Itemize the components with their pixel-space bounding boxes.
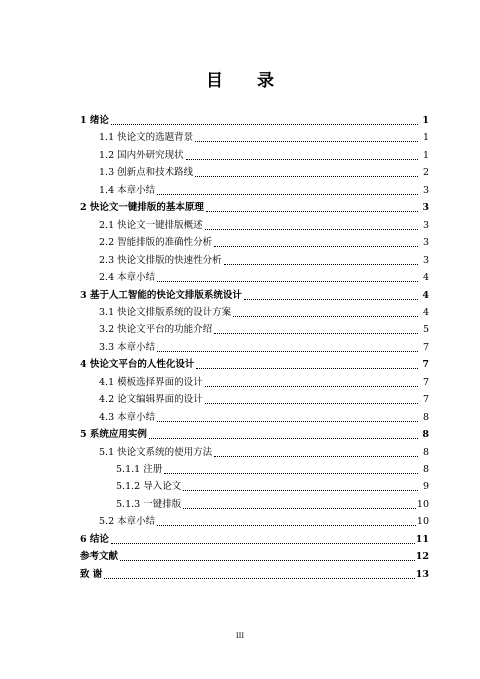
toc-entry: [0, 199, 480, 217]
toc-entry-page: 7: [422, 359, 429, 371]
toc-leader-dots: [157, 350, 418, 352]
toc-entry-label: 致 谢: [80, 568, 103, 580]
toc-entry-page: 3: [422, 202, 429, 214]
toc-leader-dots: [233, 315, 418, 317]
toc-entry-label: 4.3 本章小结: [99, 411, 156, 423]
toc-entry-page: 2: [422, 167, 429, 179]
toc-entry: [0, 321, 480, 339]
toc-entry-label: 2.3 快论文排版的快速性分析: [99, 254, 222, 266]
toc-heading: 目 录: [206, 71, 288, 91]
page-number-footer: III: [235, 632, 245, 640]
toc-entry-label: 2 快论文一键排版的基本原理: [80, 202, 204, 214]
toc-entry-label: 6 结论: [80, 533, 109, 545]
toc-entry-page: 4: [422, 289, 429, 301]
toc-entry-label: 2.1 快论文一键排版概述: [99, 219, 203, 231]
toc-leader-dots: [183, 489, 418, 491]
toc-entry-label: 5.1.3 一键排版: [116, 498, 182, 510]
toc-entry-page: 9: [422, 481, 429, 493]
toc-leader-dots: [164, 472, 418, 474]
toc-entry-page: 3: [422, 254, 429, 266]
toc-entry-page: 8: [422, 429, 429, 441]
toc-entry-label: 2.2 智能排版的准确性分析: [99, 237, 213, 249]
toc-entry: [0, 374, 480, 392]
toc-entry-label: 5.1 快论文系统的使用方法: [99, 446, 213, 458]
toc-entry-label: 5 系统应用实例: [80, 429, 147, 441]
toc-leader-dots: [214, 245, 418, 247]
toc-leader-dots: [206, 210, 418, 212]
toc-entry-label: 参考文献: [80, 551, 119, 563]
toc-leader-dots: [157, 524, 416, 526]
toc-entry: [0, 112, 480, 130]
toc-entry: [0, 478, 480, 496]
toc-entry-page: 3: [422, 237, 429, 249]
toc-entry: [0, 496, 480, 514]
toc-entry: [0, 426, 480, 444]
toc-entry-label: 1.4 本章小结: [99, 184, 156, 196]
toc-entry: [0, 531, 480, 549]
toc-leader-dots: [157, 193, 418, 195]
toc-entry: [0, 566, 480, 584]
toc-leader-dots: [195, 175, 418, 177]
toc-entry-page: 3: [422, 219, 429, 231]
toc-entry-label: 4.1 模板选择界面的设计: [99, 376, 203, 388]
toc-entry-label: 1.1 快论文的选题背景: [99, 132, 194, 144]
toc-entry: [0, 356, 480, 374]
toc-entry-label: 2.4 本章小结: [99, 272, 156, 284]
toc-entry-label: 3.1 快论文排版系统的设计方案: [99, 306, 232, 318]
toc-entry-label: 1.3 创新点和技术路线: [99, 167, 194, 179]
toc-leader-dots: [205, 402, 418, 404]
toc-entry-label: 5.1.1 注册: [116, 464, 163, 475]
toc-entry: [0, 252, 480, 270]
toc-entry-page: 10: [416, 498, 429, 510]
toc-entry: [0, 269, 480, 287]
toc-entry: [0, 548, 480, 566]
toc-entry: [0, 461, 480, 479]
toc-entry-page: 11: [415, 533, 429, 545]
toc-entry-page: 4: [422, 272, 429, 284]
toc-leader-dots: [205, 228, 418, 230]
toc-entry: [0, 182, 480, 200]
toc-entry-label: 3.3 本章小结: [99, 341, 156, 353]
toc-entry: [0, 444, 480, 462]
toc-entry-page: 8: [422, 411, 429, 423]
toc-entry-page: 7: [422, 394, 429, 406]
toc-leader-dots: [149, 437, 418, 439]
toc-leader-dots: [214, 332, 418, 334]
toc-leader-dots: [157, 280, 418, 282]
toc-entry-label: 4 快论文平台的人性化设计: [80, 359, 195, 371]
toc-entry: [0, 234, 480, 252]
toc-leader-dots: [195, 140, 418, 142]
toc-entry: [0, 287, 480, 305]
toc-leader-dots: [104, 577, 414, 579]
toc-entry-label: 1 绪论: [80, 115, 109, 126]
toc-entry-page: 3: [422, 184, 429, 196]
toc-entry: [0, 217, 480, 235]
toc-leader-dots: [196, 367, 418, 369]
toc-leader-dots: [205, 385, 418, 387]
toc-entry-page: 1: [422, 115, 429, 126]
toc-entry-label: 3 基于人工智能的快论文排版系统设计: [80, 289, 242, 301]
toc-entry: [0, 339, 480, 357]
toc-leader-dots: [157, 420, 418, 422]
toc-entry: [0, 513, 480, 531]
toc-entry: [0, 129, 480, 147]
toc-entry-page: 13: [415, 568, 429, 580]
toc-entry-page: 10: [416, 516, 429, 528]
toc-entry-page: 8: [422, 446, 429, 458]
toc-leader-dots: [214, 455, 418, 457]
toc-entry-page: 4: [422, 306, 429, 318]
toc-entry-label: 3.2 快论文平台的功能介绍: [99, 324, 213, 336]
toc-entry: [0, 164, 480, 182]
toc-entry-label: 5.1.2 导入论文: [116, 481, 182, 493]
toc-entry-label: 1.2 国内外研究现状: [99, 149, 184, 161]
toc-entry-page: 5: [422, 324, 429, 336]
toc-leader-dots: [111, 123, 418, 125]
toc-leader-dots: [186, 158, 418, 160]
toc-entry-page: 12: [415, 551, 429, 563]
toc-entry-label: 5.2 本章小结: [99, 516, 156, 528]
toc-entry: [0, 409, 480, 427]
toc-entry-page: 7: [422, 376, 429, 388]
toc-entry: [0, 304, 480, 322]
toc-leader-dots: [183, 507, 416, 509]
toc-entry-page: 7: [422, 341, 429, 353]
toc-entry-page: 1: [422, 132, 429, 144]
toc-leader-dots: [120, 559, 415, 561]
toc-entry-label: 4.2 论文编辑界面的设计: [99, 394, 203, 406]
toc-entry-page: 1: [422, 149, 429, 161]
toc-entry-page: 8: [422, 464, 429, 475]
toc-leader-dots: [111, 542, 415, 544]
toc-entry: [0, 391, 480, 409]
toc-leader-dots: [244, 298, 418, 300]
toc-leader-dots: [224, 263, 418, 265]
toc-entry: [0, 147, 480, 165]
